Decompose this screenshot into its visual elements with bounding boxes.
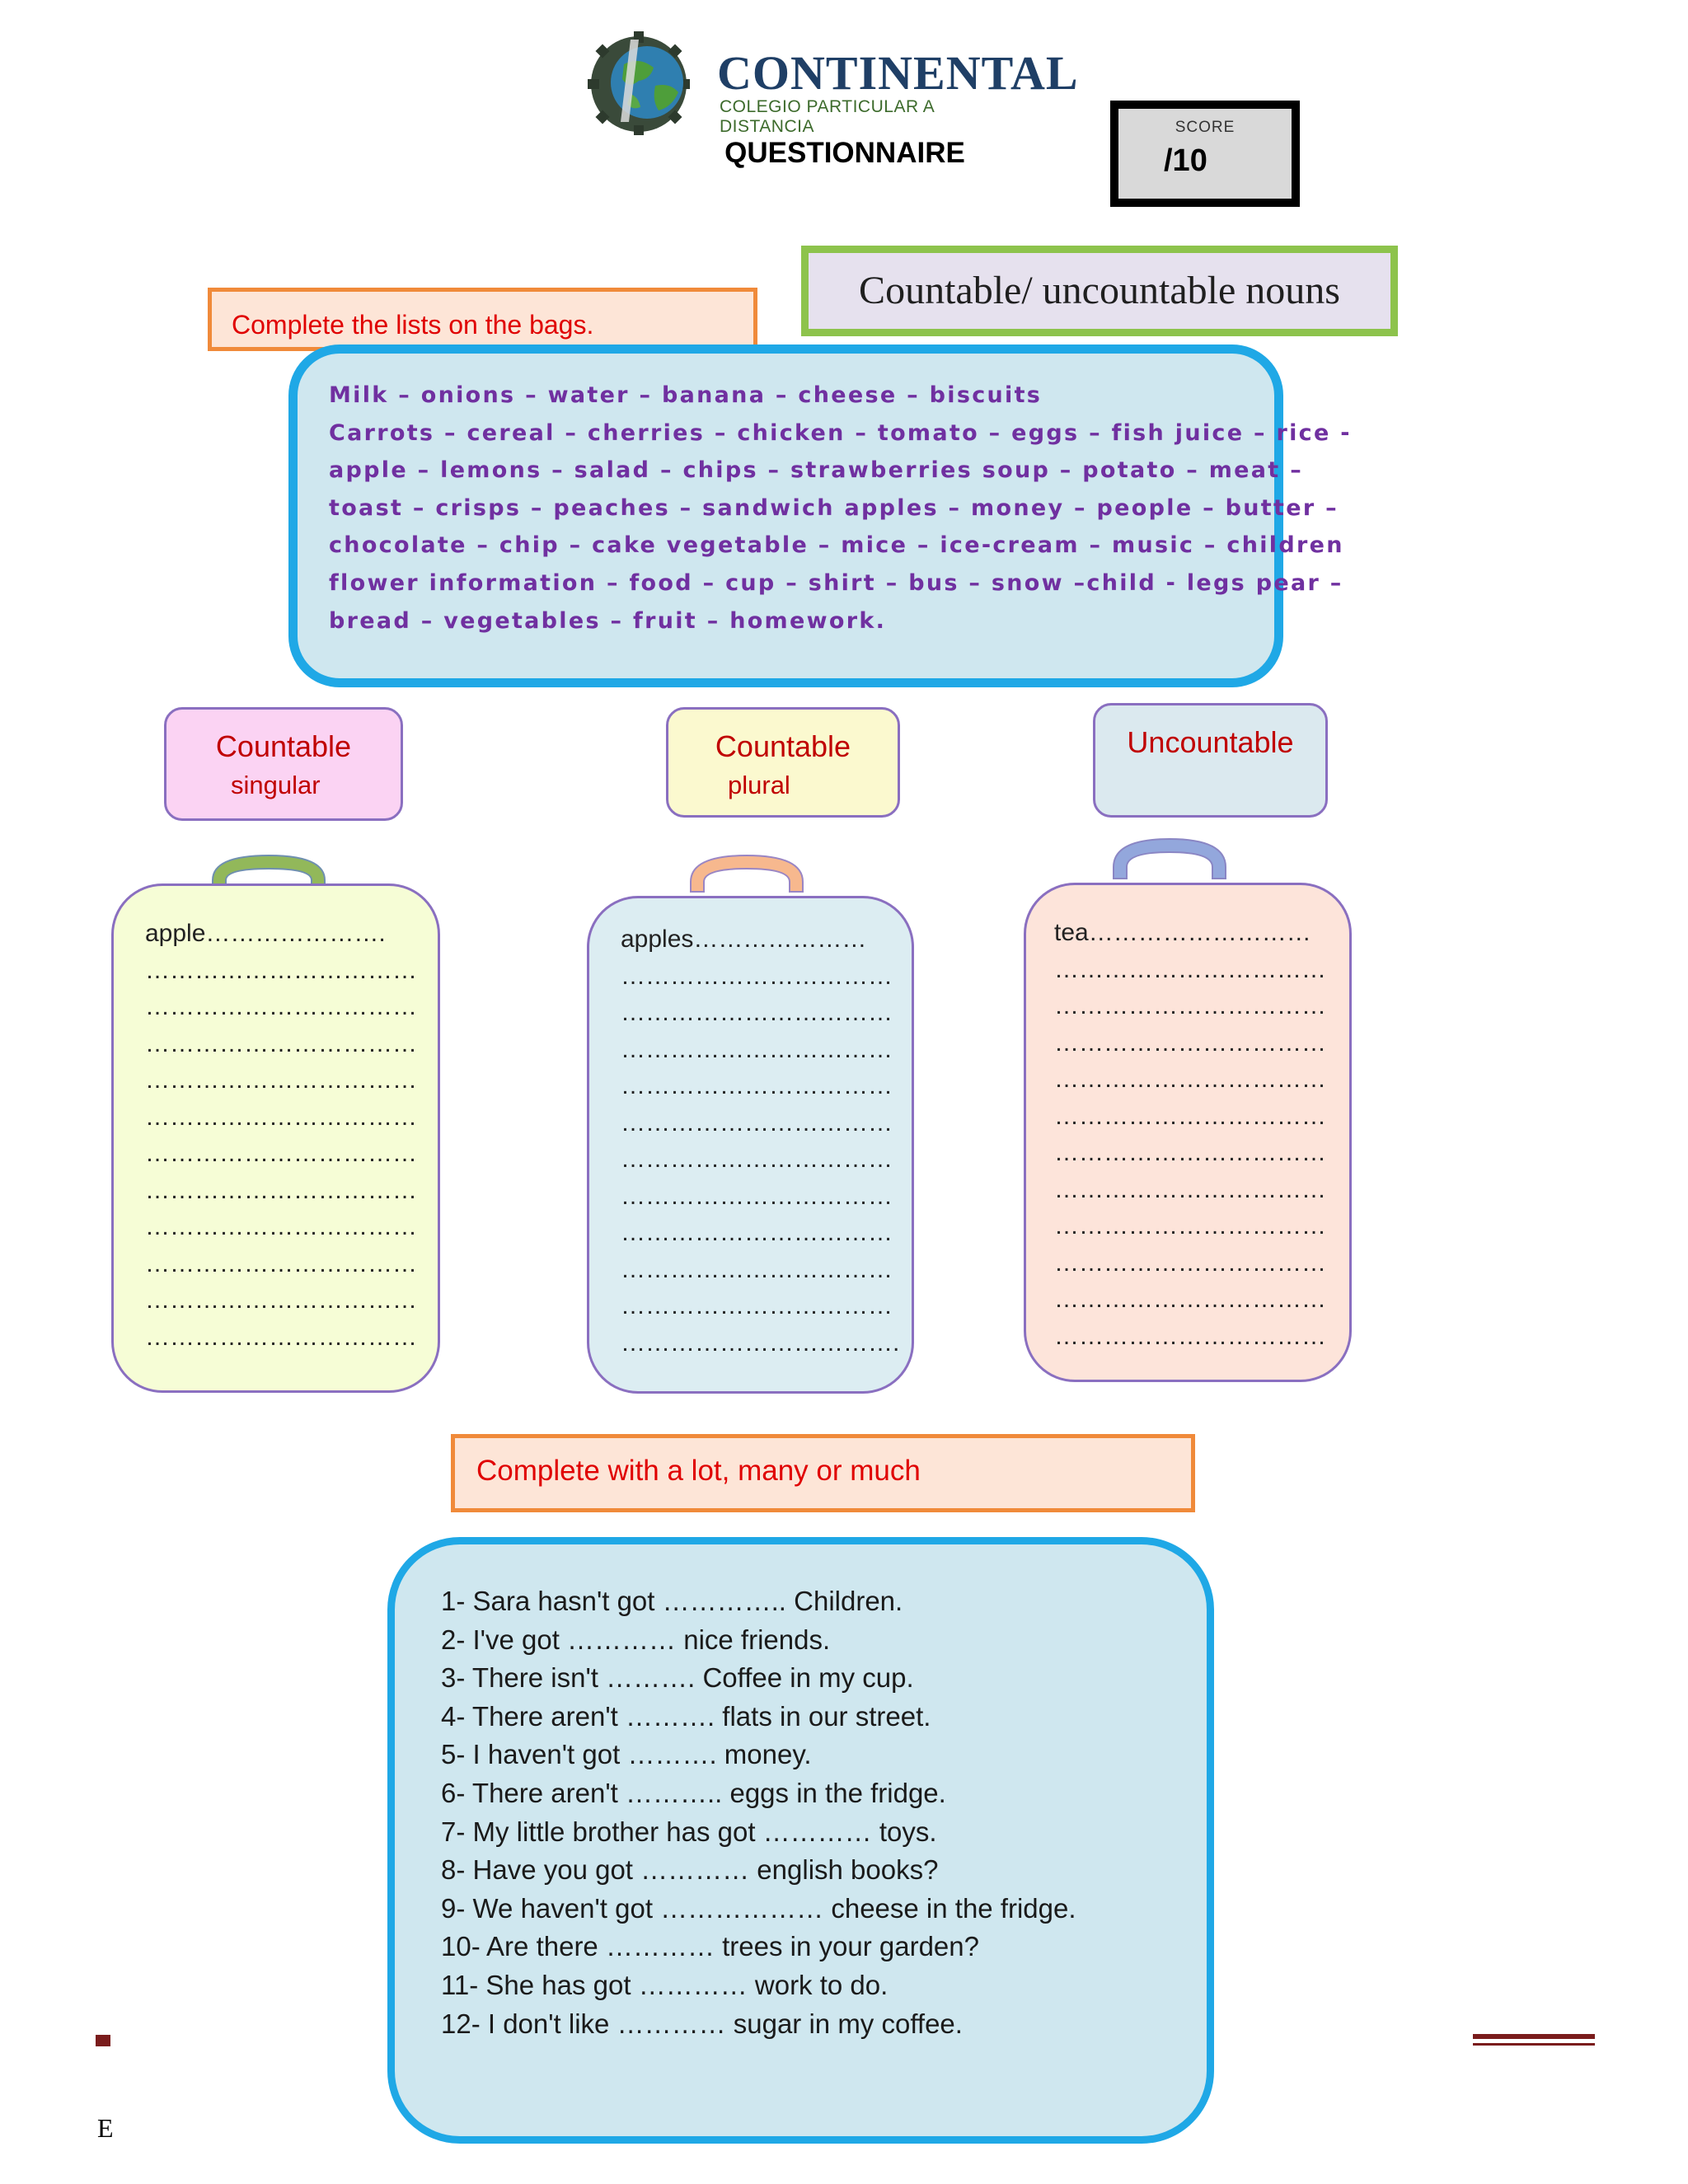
score-label: SCORE xyxy=(1175,119,1236,136)
bag-line[interactable]: …………………………… xyxy=(621,999,893,1026)
word-bank-line: chocolate – chip – cake vegetable – mice – ice-cream – music – children xyxy=(329,532,1344,559)
bag-line[interactable]: …………………………… xyxy=(145,1176,417,1204)
exercise-item[interactable]: 7- My little brother has got ………… toys. xyxy=(441,1816,937,1847)
bag-line[interactable]: …………………………… xyxy=(1054,1102,1326,1130)
bag-line[interactable]: …………………………… xyxy=(145,1213,417,1240)
bag-line[interactable]: apples………………… xyxy=(621,926,867,953)
bag-line[interactable]: …………………………… xyxy=(145,993,417,1020)
bag-uncountable xyxy=(1024,883,1352,1382)
bag-handle-peach xyxy=(684,849,809,895)
exercise-item[interactable]: 1- Sara hasn't got ………….. Children. xyxy=(441,1586,903,1616)
category-countable-singular xyxy=(164,707,403,821)
category-title: Countable xyxy=(715,729,851,763)
category-title: Countable xyxy=(215,729,352,763)
word-bank-line: Milk – onions – water – banana – cheese – biscuits xyxy=(329,382,1043,408)
bag-line[interactable]: …………………………… xyxy=(145,1103,417,1131)
word-bank xyxy=(288,344,1352,687)
exercise-item[interactable]: 9- We haven't got ……………… cheese in the fridge. xyxy=(441,1892,1076,1924)
exercise-item[interactable]: 10- Are there ………… trees in your garden? xyxy=(441,1931,979,1962)
bag-line[interactable]: …………………………… xyxy=(145,1029,417,1057)
instruction-complete-lists: Complete the lists on the bags. xyxy=(208,288,757,351)
bag-line[interactable]: …………………………… xyxy=(145,1249,417,1277)
bag-line[interactable]: …………………………… xyxy=(145,956,417,984)
bag-line[interactable]: apple…………………. xyxy=(145,920,386,947)
footer-rule-left xyxy=(96,2035,110,2046)
word-bank-line: Carrots – cereal – cherries – chicken – tomato – eggs – fish juice – rice - xyxy=(329,419,1352,446)
bag-list xyxy=(145,916,417,1356)
bag-countable-singular xyxy=(111,883,440,1393)
bag-line[interactable]: …………………………… xyxy=(1054,1175,1326,1203)
exercise-item[interactable]: 8- Have you got ………… english books? xyxy=(441,1854,939,1886)
bag-line[interactable]: …………………………… xyxy=(1054,1029,1326,1057)
bag-line[interactable]: …………………………… xyxy=(1054,1249,1326,1277)
exercise-item[interactable]: 12- I don't like ………… sugar in my coffee. xyxy=(441,2008,963,2039)
bag-line[interactable]: …………………………… xyxy=(145,1286,417,1314)
bag-line[interactable]: …………………………… xyxy=(145,1140,417,1167)
bag-handle-blue xyxy=(1107,832,1232,882)
bag-line[interactable]: …………………………… xyxy=(145,1323,417,1351)
worksheet-title: Countable/ uncountable nouns xyxy=(859,269,1340,312)
word-bank-line: apple – lemons – salad – chips – strawberries soup – potato – meat – xyxy=(329,457,1304,484)
footer-rule-right xyxy=(1473,2034,1595,2046)
bag-list xyxy=(1054,915,1326,1355)
bag-line[interactable]: …………………………… xyxy=(621,1255,893,1283)
score-box xyxy=(1110,101,1300,207)
bag-list xyxy=(621,921,899,1361)
bag-line[interactable]: …………………………… xyxy=(621,1035,893,1063)
globe-gear-icon xyxy=(581,31,705,135)
bag-line[interactable]: …………………………… xyxy=(145,1066,417,1094)
exercise-item[interactable]: 11- She has got ………… work to do. xyxy=(441,1969,889,2000)
category-title: Uncountable xyxy=(1127,725,1294,759)
word-bank-line: toast – crisps – peaches – sandwich apples – money – people – butter – xyxy=(329,494,1339,521)
score-value: /10 xyxy=(1164,143,1207,178)
category-countable-plural xyxy=(666,707,900,818)
bag-countable-plural xyxy=(587,896,914,1394)
bag-line[interactable]: …………………………… xyxy=(621,1292,893,1319)
exercise-item[interactable]: 3- There isn't ………. Coffee in my cup. xyxy=(441,1662,914,1694)
bag-line[interactable]: …………………………… xyxy=(1054,1322,1326,1350)
exercise-item[interactable]: 4- There aren't ………. flats in our street. xyxy=(441,1700,931,1732)
category-subtitle: singular xyxy=(231,771,321,799)
instruction-quantifiers: Complete with a lot, many or much xyxy=(451,1434,1195,1512)
bag-line[interactable]: …………………………… xyxy=(621,1108,893,1137)
bag-line[interactable]: …………………………… xyxy=(1054,992,1326,1019)
category-uncountable xyxy=(1093,703,1328,818)
logo-subtitle: COLEGIO PARTICULAR A DISTANCIA xyxy=(720,97,935,136)
bag-line[interactable]: …………………………… xyxy=(1054,1139,1326,1166)
bag-line[interactable]: …………………………… xyxy=(1054,1066,1326,1093)
bag-line[interactable]: …………………………… xyxy=(621,1219,893,1246)
exercise-item[interactable]: 6- There aren't ……….. eggs in the fridge. xyxy=(441,1777,946,1808)
category-subtitle: plural xyxy=(728,771,790,799)
exercise-list xyxy=(387,1537,1214,2144)
bag-line[interactable]: ……………………………. xyxy=(621,1329,900,1357)
bag-line[interactable]: …………………………… xyxy=(621,962,893,990)
footer-letter: E xyxy=(97,2113,114,2143)
bag-line[interactable]: …………………………… xyxy=(621,1146,893,1173)
page-title: QUESTIONNAIRE xyxy=(724,137,965,169)
bag-line[interactable]: …………………………… xyxy=(1054,1286,1326,1313)
exercise-item[interactable]: 2- I've got ………… nice friends. xyxy=(441,1624,831,1655)
bag-line[interactable]: …………………………… xyxy=(1054,955,1326,983)
worksheet-title-box xyxy=(801,246,1398,336)
bag-line[interactable]: …………………………… xyxy=(621,1072,893,1099)
word-bank-line: flower information – food – cup – shirt – bus – snow –child - legs pear – xyxy=(329,569,1343,596)
word-bank-line: bread – vegetables – fruit – homework. xyxy=(329,607,887,634)
logo-name: CONTINENTAL xyxy=(717,46,1079,100)
bag-line[interactable]: …………………………… xyxy=(1054,1212,1326,1240)
bag-line[interactable]: …………………………… xyxy=(621,1182,893,1210)
bag-line[interactable]: tea……………………… xyxy=(1054,919,1311,946)
school-logo xyxy=(581,31,1079,137)
exercise-item[interactable]: 5- I haven't got ………. money. xyxy=(441,1739,812,1770)
